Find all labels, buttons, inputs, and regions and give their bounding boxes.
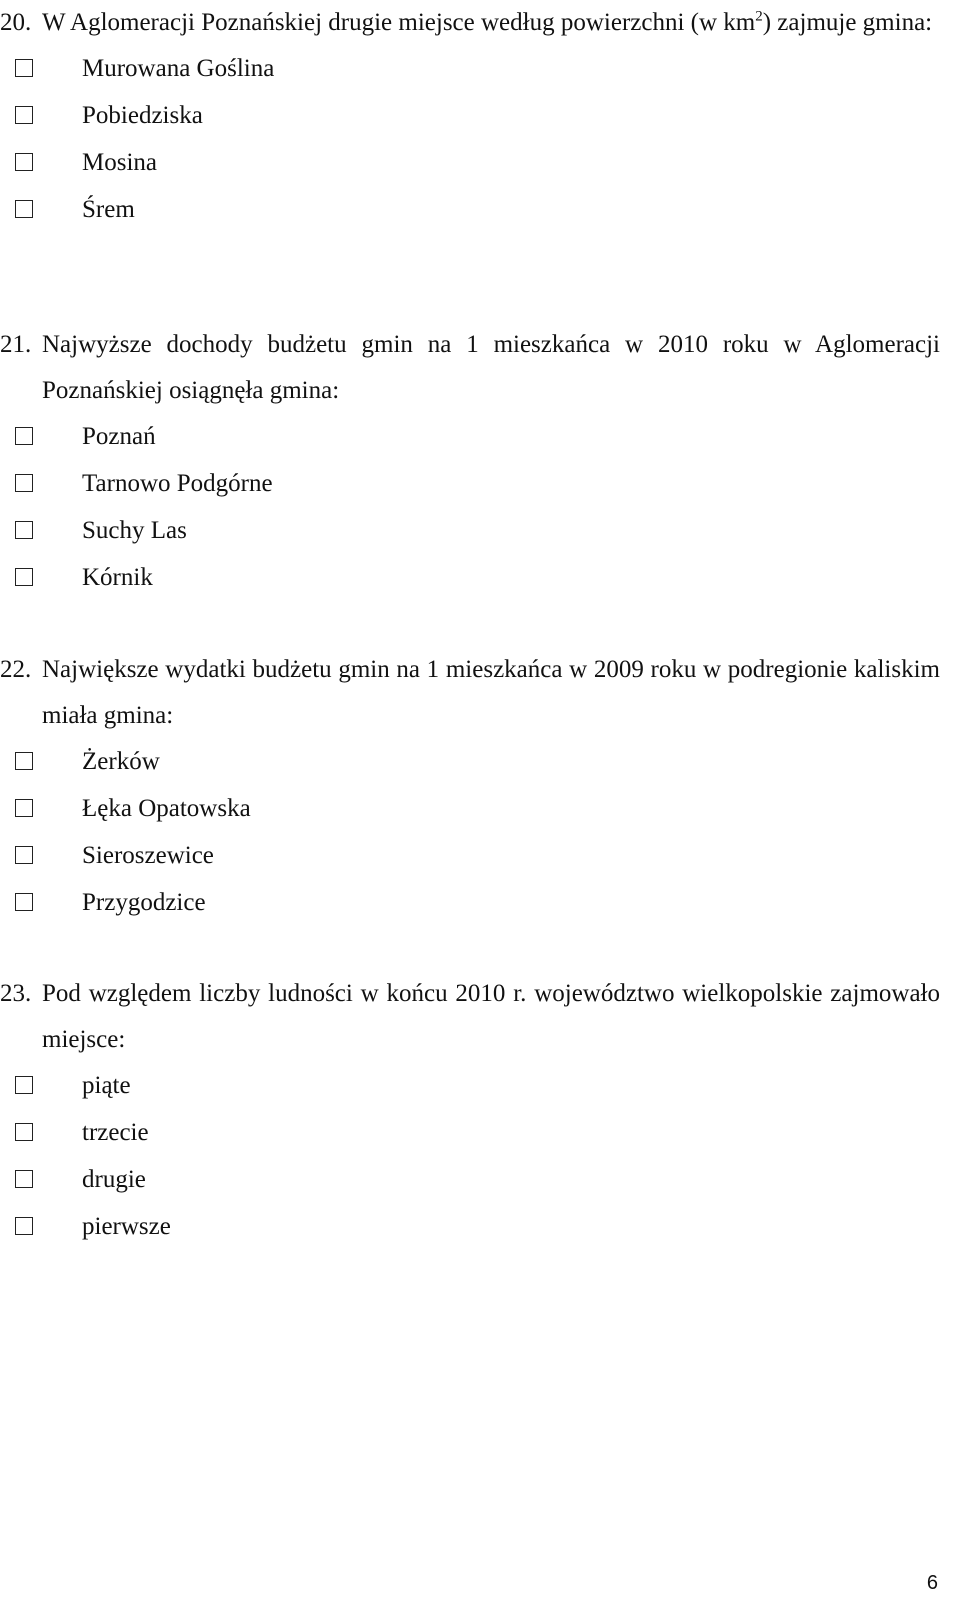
question-text-part: Największe wydatki budżetu gmin na 1 mieszkańca w 2009 roku w podregionie kaliskim miała gmina: — [42, 656, 940, 729]
checkbox-icon[interactable] — [15, 521, 33, 539]
answer-option[interactable] — [0, 555, 960, 602]
checkbox-icon[interactable] — [15, 846, 33, 864]
checkbox-icon[interactable] — [15, 106, 33, 124]
answer-option[interactable] — [0, 833, 960, 880]
question-text-part: ) zajmuje gmina: — [762, 9, 933, 36]
answer-label: Kórnik — [82, 564, 153, 591]
answer-option[interactable] — [0, 1204, 960, 1251]
answer-label: pierwsze — [82, 1213, 171, 1240]
checkbox-icon[interactable] — [15, 153, 33, 171]
answer-label: Łęka Opatowska — [82, 795, 251, 822]
answer-label: drugie — [82, 1166, 146, 1193]
checkbox-icon[interactable] — [15, 200, 33, 218]
answer-label: Mosina — [82, 149, 157, 176]
checkbox-icon[interactable] — [15, 568, 33, 586]
answer-label: Przygodzice — [82, 889, 206, 916]
checkbox-icon[interactable] — [15, 1076, 33, 1094]
answer-options — [0, 46, 960, 234]
checkbox-icon[interactable] — [15, 799, 33, 817]
question-22 — [0, 647, 960, 927]
answer-option[interactable] — [0, 140, 960, 187]
checkbox-icon[interactable] — [15, 1217, 33, 1235]
checkbox-icon[interactable] — [15, 427, 33, 445]
answer-options — [0, 414, 960, 602]
question-number: 20. — [0, 9, 32, 36]
answer-option[interactable] — [0, 1110, 960, 1157]
answer-option[interactable] — [0, 1063, 960, 1110]
answer-option[interactable] — [0, 187, 960, 234]
answer-option[interactable] — [0, 508, 960, 555]
answer-options — [0, 739, 960, 927]
answer-label: Pobiedziska — [82, 102, 203, 129]
answer-options — [0, 1063, 960, 1251]
question-text — [0, 322, 960, 414]
question-text — [0, 0, 960, 46]
answer-label: Suchy Las — [82, 517, 187, 544]
question-text-part: W Aglomeracji Poznańskiej drugie miejsce według powierzchni (w km — [42, 9, 756, 36]
question-number: 23. — [0, 980, 32, 1007]
page-number: 6 — [926, 1572, 938, 1594]
answer-label: Śrem — [82, 196, 135, 223]
question-text-part: Pod względem liczby ludności w końcu 2010 r. województwo wielkopolskie zajmowało miejsce: — [42, 980, 940, 1053]
question-20 — [0, 0, 960, 234]
answer-option[interactable] — [0, 786, 960, 833]
answer-label: piąte — [82, 1072, 131, 1099]
checkbox-icon[interactable] — [15, 893, 33, 911]
answer-option[interactable] — [0, 414, 960, 461]
question-text — [0, 971, 960, 1063]
answer-option[interactable] — [0, 46, 960, 93]
answer-label: Tarnowo Podgórne — [82, 470, 273, 497]
answer-label: Murowana Goślina — [82, 55, 275, 82]
checkbox-icon[interactable] — [15, 59, 33, 77]
answer-option[interactable] — [0, 93, 960, 140]
answer-label: Sieroszewice — [82, 842, 214, 869]
answer-option[interactable] — [0, 880, 960, 927]
answer-option[interactable] — [0, 461, 960, 508]
question-number: 22. — [0, 656, 32, 683]
answer-option[interactable] — [0, 739, 960, 786]
answer-label: Poznań — [82, 423, 156, 450]
question-21 — [0, 322, 960, 602]
checkbox-icon[interactable] — [15, 474, 33, 492]
answer-option[interactable] — [0, 1157, 960, 1204]
checkbox-icon[interactable] — [15, 1170, 33, 1188]
superscript: 2 — [755, 8, 763, 25]
answer-label: trzecie — [82, 1119, 149, 1146]
answer-label: Żerków — [82, 748, 160, 775]
question-text-part: Najwyższe dochody budżetu gmin na 1 mieszkańca w 2010 roku w Aglomeracji Poznańskiej osiągnęła gmina: — [42, 331, 940, 404]
checkbox-icon[interactable] — [15, 752, 33, 770]
question-23 — [0, 971, 960, 1251]
checkbox-icon[interactable] — [15, 1123, 33, 1141]
question-text — [0, 647, 960, 739]
question-number: 21. — [0, 331, 32, 358]
